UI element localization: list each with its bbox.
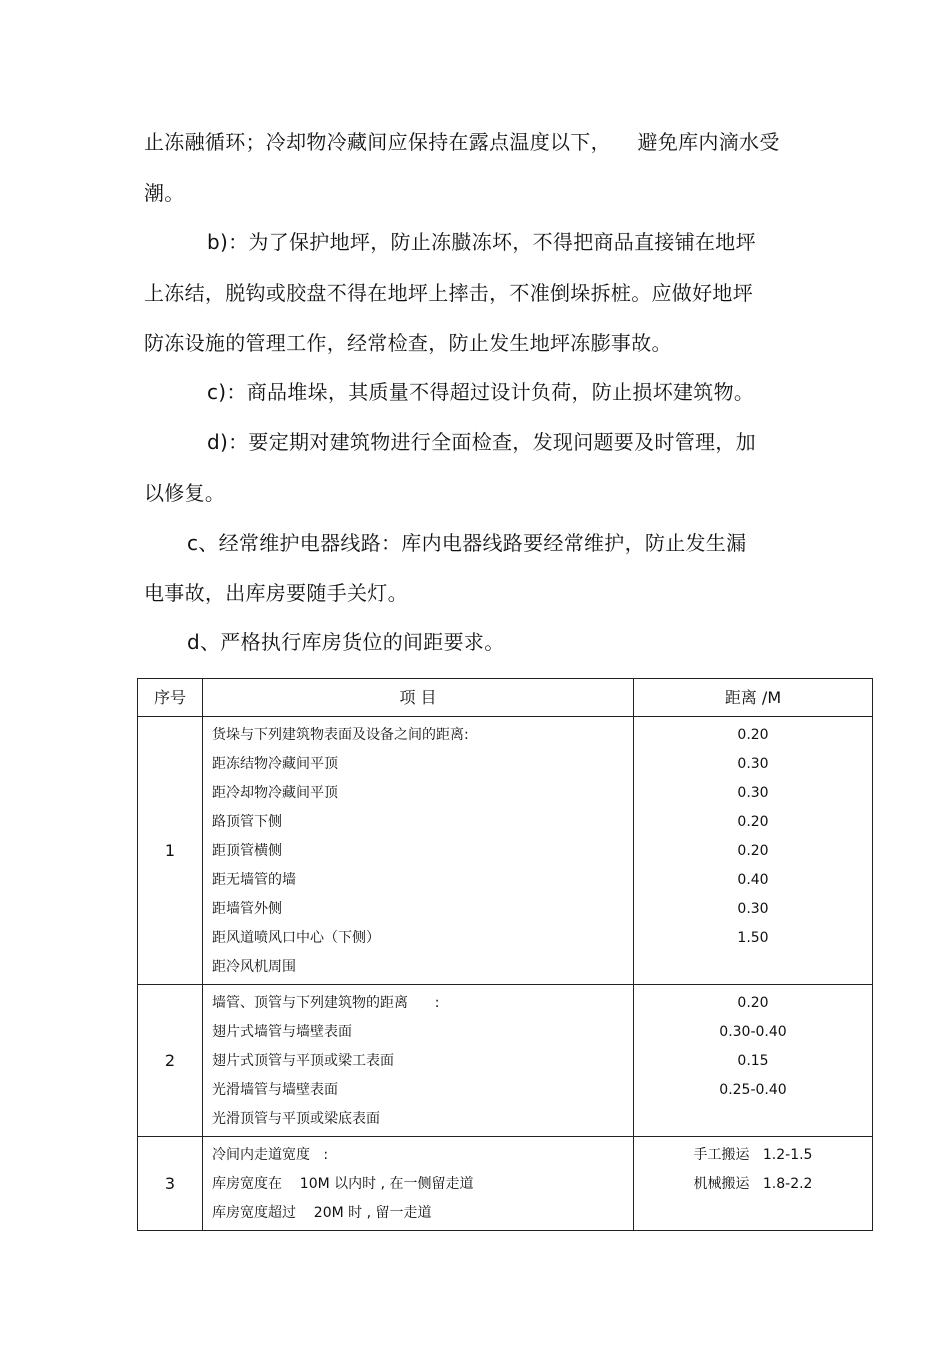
- table-body: [138, 717, 873, 1231]
- item-text: 距无墙管的墙: [212, 872, 296, 888]
- header-item: 项 目: [203, 679, 634, 717]
- paragraph-line: b)：为了保护地坪，防止冻臌冻坏，不得把商品直接铺在地坪: [207, 230, 756, 254]
- paragraph-line: 止冻融循环；冷却物冷藏间应保持在露点温度以下， 避免库内滴水受: [144, 130, 780, 154]
- distance-value: 0.30: [737, 785, 769, 801]
- distance-value: [634, 953, 872, 982]
- distance-value: 0.30: [737, 901, 769, 917]
- paragraph-line: 防冻设施的管理工作，经常检查，防止发生地坪冻膨事故。: [144, 331, 672, 355]
- item-text: 路顶管下侧: [212, 814, 282, 830]
- row-serial: 1: [138, 717, 203, 985]
- distance-value: [634, 1105, 872, 1134]
- item-text: 翅片式顶管与平顶或梁工表面: [212, 1053, 394, 1069]
- spacing-table: [137, 678, 873, 1231]
- item-text: 货垛与下列建筑物表面及设备之间的距离:: [212, 727, 469, 743]
- item-text: 光滑墙管与墙壁表面: [212, 1082, 338, 1098]
- paragraph-line: 潮。: [144, 181, 185, 205]
- row-items: [203, 985, 634, 1137]
- paragraph-line: d、严格执行库房货位的间距要求。: [187, 630, 505, 654]
- paragraph-line: c)：商品堆垛，其质量不得超过设计负荷，防止损坏建筑物。: [207, 380, 755, 404]
- item-text: 距冷风机周围: [212, 959, 296, 975]
- item-text: 距顶管横侧: [212, 843, 282, 859]
- item-text: 距冻结物冷藏间平顶: [212, 756, 338, 772]
- item-text: 翅片式墙管与墙壁表面: [212, 1024, 352, 1040]
- row-serial: 2: [138, 985, 203, 1137]
- distance-value: 0.15: [737, 1053, 769, 1069]
- distance-value: 0.20: [737, 814, 769, 830]
- paragraph-line: c、经常维护电器线路：库内电器线路要经常维护，防止发生漏: [187, 531, 747, 555]
- distance-value: 0.20: [737, 727, 769, 743]
- header-serial: 序号: [138, 679, 203, 717]
- item-text: 墙管、顶管与下列建筑物的距离 :: [212, 995, 440, 1011]
- table-row: [138, 985, 873, 1137]
- row-distances: [634, 717, 873, 985]
- row-serial: 3: [138, 1137, 203, 1231]
- item-text: 距风道喷风口中心（下侧）: [212, 930, 380, 946]
- row-distances: [634, 985, 873, 1137]
- distance-value: 0.30: [737, 756, 769, 772]
- distance-value: 0.25-0.40: [719, 1082, 787, 1098]
- paragraph-line: 电事故，出库房要随手关灯。: [144, 581, 408, 605]
- item-text: 库房宽度在 10M 以内时 , 在一侧留走道: [212, 1176, 474, 1192]
- distance-value: 0.30-0.40: [719, 1024, 787, 1040]
- paragraph-line: 以修复。: [144, 481, 226, 505]
- distance-value: 0.20: [737, 843, 769, 859]
- table-row: [138, 717, 873, 985]
- paragraph-line: 上冻结，脱钩或胶盘不得在地坪上摔击，不准倒垛拆桩。应做好地坪: [144, 281, 753, 305]
- item-text: 距冷却物冷藏间平顶: [212, 785, 338, 801]
- item-text: 冷间内走道宽度 :: [212, 1147, 329, 1163]
- table-header-row: [138, 679, 873, 717]
- item-text: 距墙管外侧: [212, 901, 282, 917]
- distance-value: [634, 1199, 872, 1228]
- distance-value: 机械搬运 1.8-2.2: [693, 1176, 813, 1192]
- distance-value: 手工搬运 1.2-1.5: [693, 1147, 813, 1163]
- row-items: [203, 717, 634, 985]
- distance-value: 0.40: [737, 872, 769, 888]
- distance-value: 1.50: [737, 930, 769, 946]
- row-items: [203, 1137, 634, 1231]
- paragraph-line: d)：要定期对建筑物进行全面检查，发现问题要及时管理，加: [207, 430, 756, 454]
- table-row: [138, 1137, 873, 1231]
- row-distances: [634, 1137, 873, 1231]
- item-text: 光滑顶管与平顶或梁底表面: [212, 1111, 380, 1127]
- distance-value: 0.20: [737, 995, 769, 1011]
- item-text: 库房宽度超过 20M 时 , 留一走道: [212, 1205, 432, 1221]
- header-distance: 距离 /M: [634, 679, 873, 717]
